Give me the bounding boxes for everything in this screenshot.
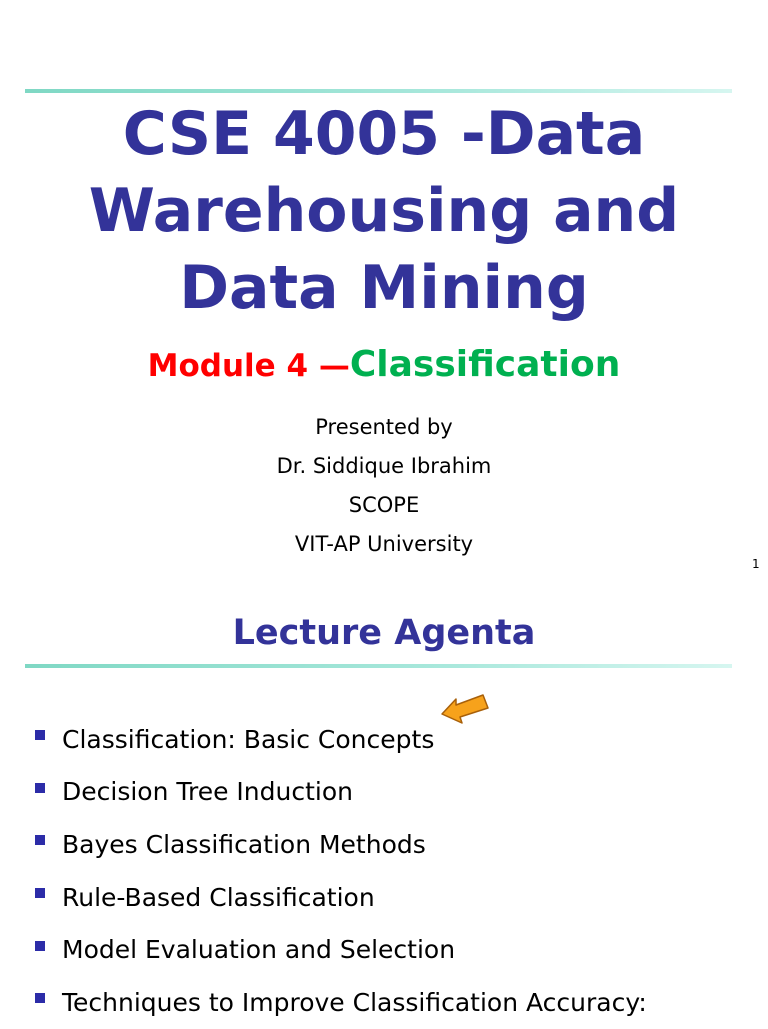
list-item: Rule-Based Classification xyxy=(35,871,755,924)
presenter-school: SCOPE xyxy=(348,493,420,517)
bullet-icon xyxy=(35,888,45,898)
course-title: CSE 4005 -Data Warehousing and Data Mining xyxy=(88,99,680,323)
presenter-university: VIT-AP University xyxy=(294,532,474,556)
list-item: Decision Tree Induction xyxy=(35,766,755,819)
agenda-list xyxy=(35,713,755,1029)
list-item: Bayes Classification Methods xyxy=(35,818,755,871)
module-prefix: Module 4 — xyxy=(147,348,350,384)
list-item: Classification: Basic Concepts xyxy=(35,713,755,766)
page-number: 1 xyxy=(752,557,760,571)
bullet-icon xyxy=(35,783,45,793)
module-heading xyxy=(0,344,768,385)
title-divider xyxy=(25,89,732,93)
list-item: Model Evaluation and Selection xyxy=(35,923,755,976)
bullet-icon xyxy=(35,993,45,1003)
agenda-slide xyxy=(0,585,768,1024)
presenter-name: Dr. Siddique Ibrahim xyxy=(276,454,492,478)
agenda-divider xyxy=(25,664,732,668)
list-item: Techniques to Improve Classification Accuracy: xyxy=(35,976,755,1029)
bullet-icon xyxy=(35,941,45,951)
agenda-title: Lecture Agenta xyxy=(232,613,536,653)
presenter-block xyxy=(0,410,768,566)
presenter-line: Presented by xyxy=(315,415,453,439)
bullet-icon xyxy=(35,730,45,740)
module-topic: Classification xyxy=(349,344,621,385)
bullet-icon xyxy=(35,835,45,845)
